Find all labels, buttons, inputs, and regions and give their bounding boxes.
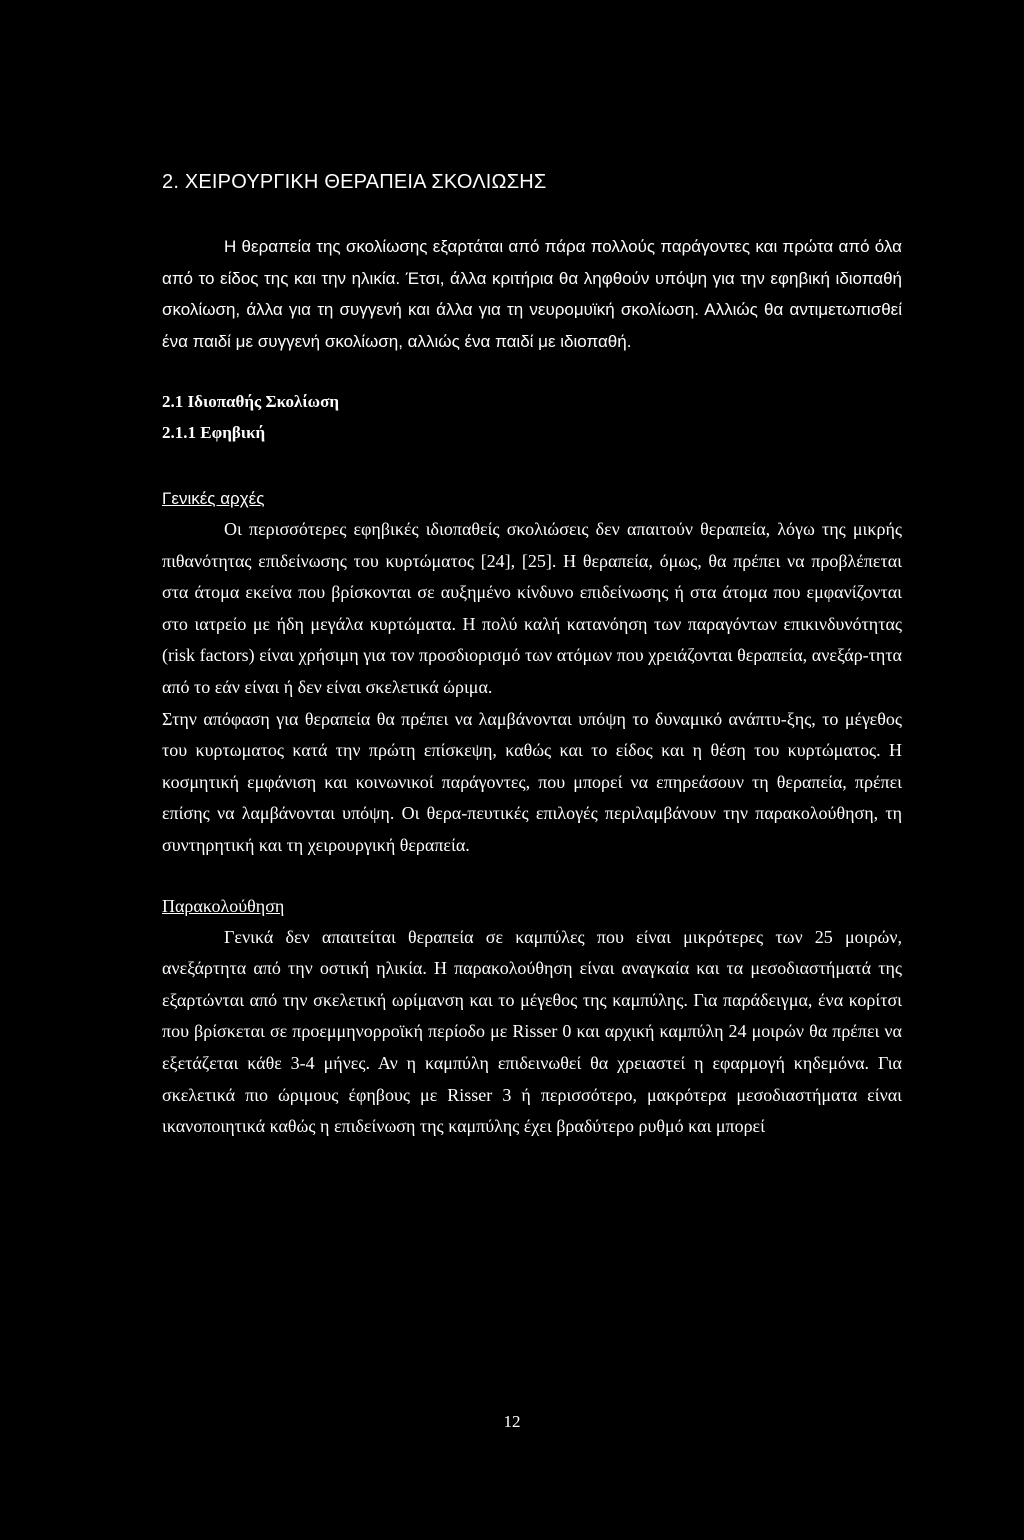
monitoring-paragraph: Γενικά δεν απαιτείται θεραπεία σε καμπύλες που είναι μικρότερες των 25 μοιρών, ανεξάρτητα από την οστική ηλικία. Η παρακολούθηση είναι αναγκαία και τα μεσοδιαστήματά της εξαρτώνται από την σκελετική ωρίμανση και το μέγεθος της καμπύλης. Για παράδειγμα, ένα κορίτσι που βρίσκεται σε προεμμηνορροϊκή περίοδο με Risser 0 και αρχική καμπύλη 24 μοιρών θα πρέπει να εξετάζεται κάθε 3-4 μήνες. Αν η καμπύλη επιδεινωθεί θα χρειαστεί η εφαρμογή κηδεμόνα. Για σκελετικά πιο ώριμους έφηβους με Risser 3 ή περισσότερο, μακρότερα μεσοδιαστήματα είναι ικανοποιητικά καθώς η επιδείνωση της καμπύλης έχει βραδύτερο ρυθμό και μπορεί bbox=[162, 926, 902, 1137]
intro-paragraph: Η θεραπεία της σκολίωσης εξαρτάται από πάρα πολλούς παράγοντες και πρώτα από όλα από το είδος της και την ηλικία. Έτσι, άλλα κριτήρια θα ληφθούν υπόψη για την εφηβική ιδιοπαθή σκολίωση, άλλα για τη συγγενή και άλλα για τη νευρομυϊκή σκολίωση. Αλλιώς θα αντιμετωπισθεί ένα παιδί με συγγενή σκολίωση, αλλιώς ένα παιδί με ιδιοπαθή. bbox=[162, 237, 902, 351]
page-number: 12 bbox=[503, 1412, 521, 1431]
page-content bbox=[162, 166, 902, 1143]
general-paragraph-2: Στην απόφαση για θεραπεία θα πρέπει να λαμβάνονται υπόψη το δυναμικό ανάπτυ-ξης, το μέγεθος του κυρτωματος κατά την πρώτη επίσκεψη, καθώς και το είδος και η θέση του κυρτώματος. Η κοσμητική εμφάνιση και κοινωνικοί παράγοντες, που μπορεί να επηρεάσουν τη θεραπεία, πρέπει επίσης να λαμβάνονται υπόψη. Οι θερα-πευτικές επιλογές περιλαμβάνουν την παρακολούθηση, τη συντηρητική και τη χειρουργική θεραπεία. bbox=[162, 708, 902, 855]
section-heading: 2.1 Ιδιοπαθής Σκολίωση bbox=[162, 392, 339, 411]
general-paragraph: Οι περισσότερες εφηβικές ιδιοπαθείς σκολιώσεις δεν απαιτούν θεραπεία, λόγω της μικρής πιθανότητας επιδείνωσης του κυρτώματος [24], [25]. Η θεραπεία, όμως, θα πρέπει να προβλέπεται στα άτομα εκείνα που βρίσκονται σε αυξημένο κίνδυνο επιδείνωσης ή στα άτομα που εμφανίζονται στο ιατρείο με ήδη μεγάλα κυρτώματα. Η πολύ καλή κατανόηση των παραγόντων επικινδυνότητας (risk factors) είναι χρήσιμη για τον προσδιορισμό των ατόμων που χρειάζονται θεραπεία, ανεξάρ-τητα από το εάν είναι ή δεν είναι σκελετικά ώριμα. bbox=[162, 519, 902, 697]
chapter-title: 2. ΧΕΙΡΟΥΡΓΙΚΗ ΘΕΡΑΠΕΙΑ ΣΚΟΛΙΩΣΗΣ bbox=[162, 171, 547, 193]
topic-general-principles: Γενικές αρχές bbox=[162, 489, 265, 508]
topic-monitoring: Παρακολούθηση bbox=[162, 895, 285, 916]
subsection-heading: 2.1.1 Εφηβική bbox=[162, 423, 266, 442]
